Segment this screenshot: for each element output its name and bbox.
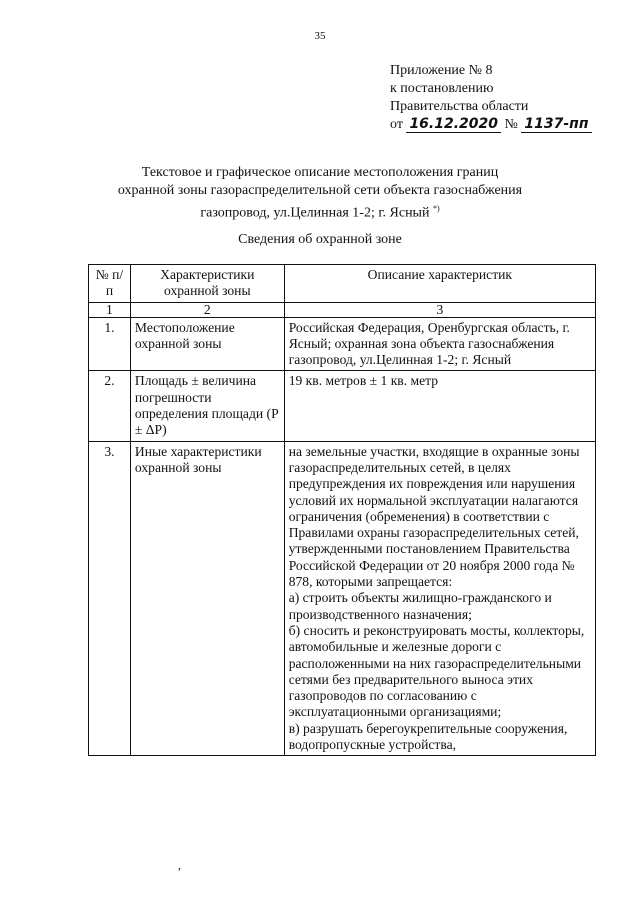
column-number: 1 — [89, 302, 131, 317]
column-number-row — [89, 302, 596, 317]
column-number: 2 — [130, 302, 284, 317]
header-description: Описание характеристик — [284, 265, 595, 303]
description-paragraph: а) строить объекты жилищно-гражданского и производственного назначения; — [288, 590, 552, 622]
handwritten-number: 1137-пп — [521, 116, 591, 133]
stray-mark: , — [178, 858, 181, 872]
protection-zone-table — [88, 264, 596, 756]
header-number: № п/п — [89, 265, 131, 303]
row-number: 2. — [89, 371, 131, 441]
section-subtitle: Сведения об охранной зоне — [238, 232, 402, 247]
row-description: 19 кв. метров ± 1 кв. метр — [284, 371, 595, 441]
document-title — [0, 164, 640, 223]
description-paragraph: в) разрушать берегоукрепительные сооружения, водопропускные устройства, — [288, 720, 568, 753]
table-row — [89, 317, 596, 371]
row-characteristic: Иные характеристики охранной зоны — [130, 441, 284, 756]
title-line2: охранной зоны газораспределительной сети объекта газоснабжения — [117, 183, 523, 198]
row-characteristic: Местоположение охранной зоны — [130, 317, 284, 371]
header-characteristic: Характеристики охранной зоны — [130, 265, 284, 303]
description-paragraph: б) сносить и реконструировать мосты, коллекторы, автомобильные и железные дороги с расположенными на них газораспределительными сетями без предварительного выноса этих газопроводов по согласованию с эксплуатационными организациями; — [288, 622, 585, 720]
row-number: 3. — [89, 441, 131, 756]
table-header-row — [89, 265, 596, 303]
title-line1: Текстовое и графическое описание местоположения границ — [141, 165, 499, 180]
description-paragraph: на земельные участки, входящие в охранные зоны газораспределительных сетей, в целях предупреждения их повреждения или нарушения условий их нормальной эксплуатации налагаются ограничения (обременения) в соответствии с Правилами охраны газораспределительных сетей, утвержденными постановлением Правительства Российской Федерации от 20 ноября 2000 года № 878, которыми запрещается: — [288, 443, 580, 590]
row-description: Российская Федерация, Оренбургская область, г. Ясный; охранная зона объекта газоснабжения газопровод, ул.Целинная 1-2; г. Ясный — [284, 317, 595, 371]
page-number: 35 — [314, 30, 326, 42]
title-line3: газопровод, ул.Целинная 1-2; г. Ясный *) — [200, 204, 440, 221]
handwritten-date: 16.12.2020 — [406, 116, 501, 133]
appendix-date-line — [390, 116, 592, 134]
appendix-line2: к постановлению — [390, 81, 494, 96]
number-label: № — [504, 117, 518, 132]
row-characteristic: Площадь ± величина погрешности определения площади (P ± ΔP) — [130, 371, 284, 441]
appendix-block — [390, 62, 592, 134]
row-number: 1. — [89, 317, 131, 371]
table-row — [89, 371, 596, 441]
row-description — [284, 441, 595, 756]
table-row — [89, 441, 596, 756]
appendix-line3: Правительства области — [390, 99, 529, 114]
column-number: 3 — [284, 302, 595, 317]
from-label: от — [390, 117, 403, 132]
title-footnote: *) — [432, 204, 440, 213]
appendix-line1: Приложение № 8 — [390, 63, 493, 78]
